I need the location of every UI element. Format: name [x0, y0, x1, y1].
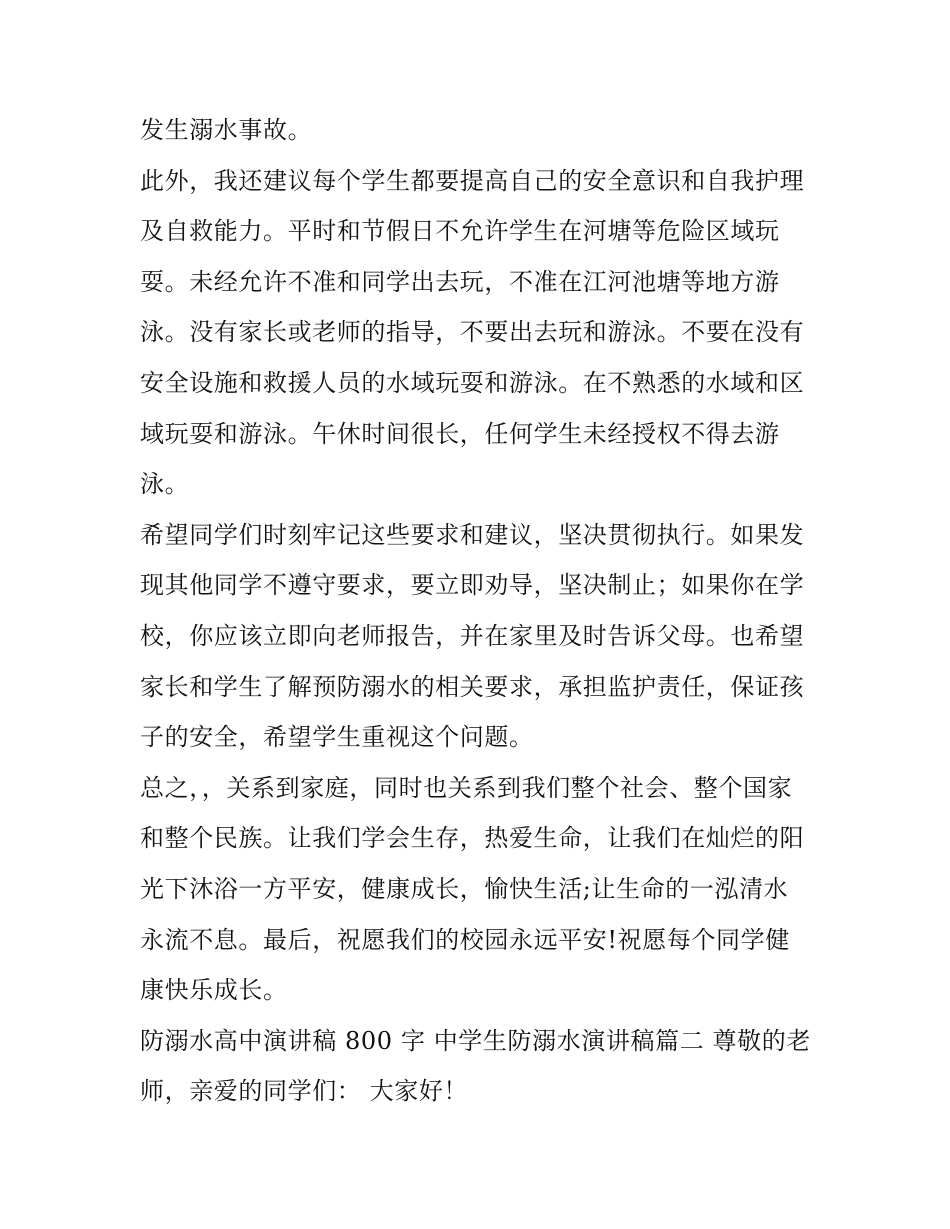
text-line: 耍。未经允许不准和同学出去玩，不准在江河池塘等地方游 — [140, 267, 780, 296]
text-line: 光下沐浴一方平安，健康成长，愉快生活;让生命的一泓清水 — [140, 874, 789, 903]
text-line: 希望同学们时刻牢记这些要求和建议，坚决贯彻执行。如果发 — [140, 520, 805, 549]
document-body — [140, 105, 830, 1117]
text-line: 总之，，关系到家庭，同时也关系到我们整个社会、整个国家 — [140, 773, 793, 802]
text-line: 安全设施和救援人员的水域玩耍和游泳。在不熟悉的水域和区 — [140, 368, 805, 397]
text-line: 现其他同学不遵守要求，要立即劝导，坚决制止；如果你在学 — [140, 571, 805, 600]
text-line: 及自救能力。平时和节假日不允许学生在河塘等危险区域玩 — [140, 217, 780, 246]
text-line: 校，你应该立即向老师报告，并在家里及时告诉父母。也希望 — [140, 621, 805, 650]
text-line: 和整个民族。让我们学会生存，热爱生命，让我们在灿烂的阳 — [140, 824, 805, 853]
text-line: 永流不息。最后，祝愿我们的校园永远平安!祝愿每个同学健 — [140, 925, 790, 954]
text-line: 家长和学生了解预防溺水的相关要求，承担监护责任，保证孩 — [140, 672, 805, 701]
text-line: 泳。没有家长或老师的指导，不要出去玩和游泳。不要在没有 — [140, 318, 805, 347]
text-line: 师，亲爱的同学们： 大家好！ — [140, 1077, 469, 1106]
text-line: 发生溺水事故。 — [140, 116, 313, 144]
text-line: 防溺水高中演讲稿 800 字 中学生防溺水演讲稿篇二 尊敬的老 — [140, 1026, 811, 1055]
text-line: 域玩耍和游泳。午休时间很长，任何学生未经授权不得去游 — [140, 419, 780, 448]
text-line: 康快乐成长。 — [140, 976, 288, 1005]
text-line: 子的安全，希望学生重视这个问题。 — [140, 723, 534, 752]
text-line: 此外，我还建议每个学生都要提高自己的安全意识和自我护理 — [140, 166, 805, 195]
text-line: 泳。 — [140, 470, 190, 499]
